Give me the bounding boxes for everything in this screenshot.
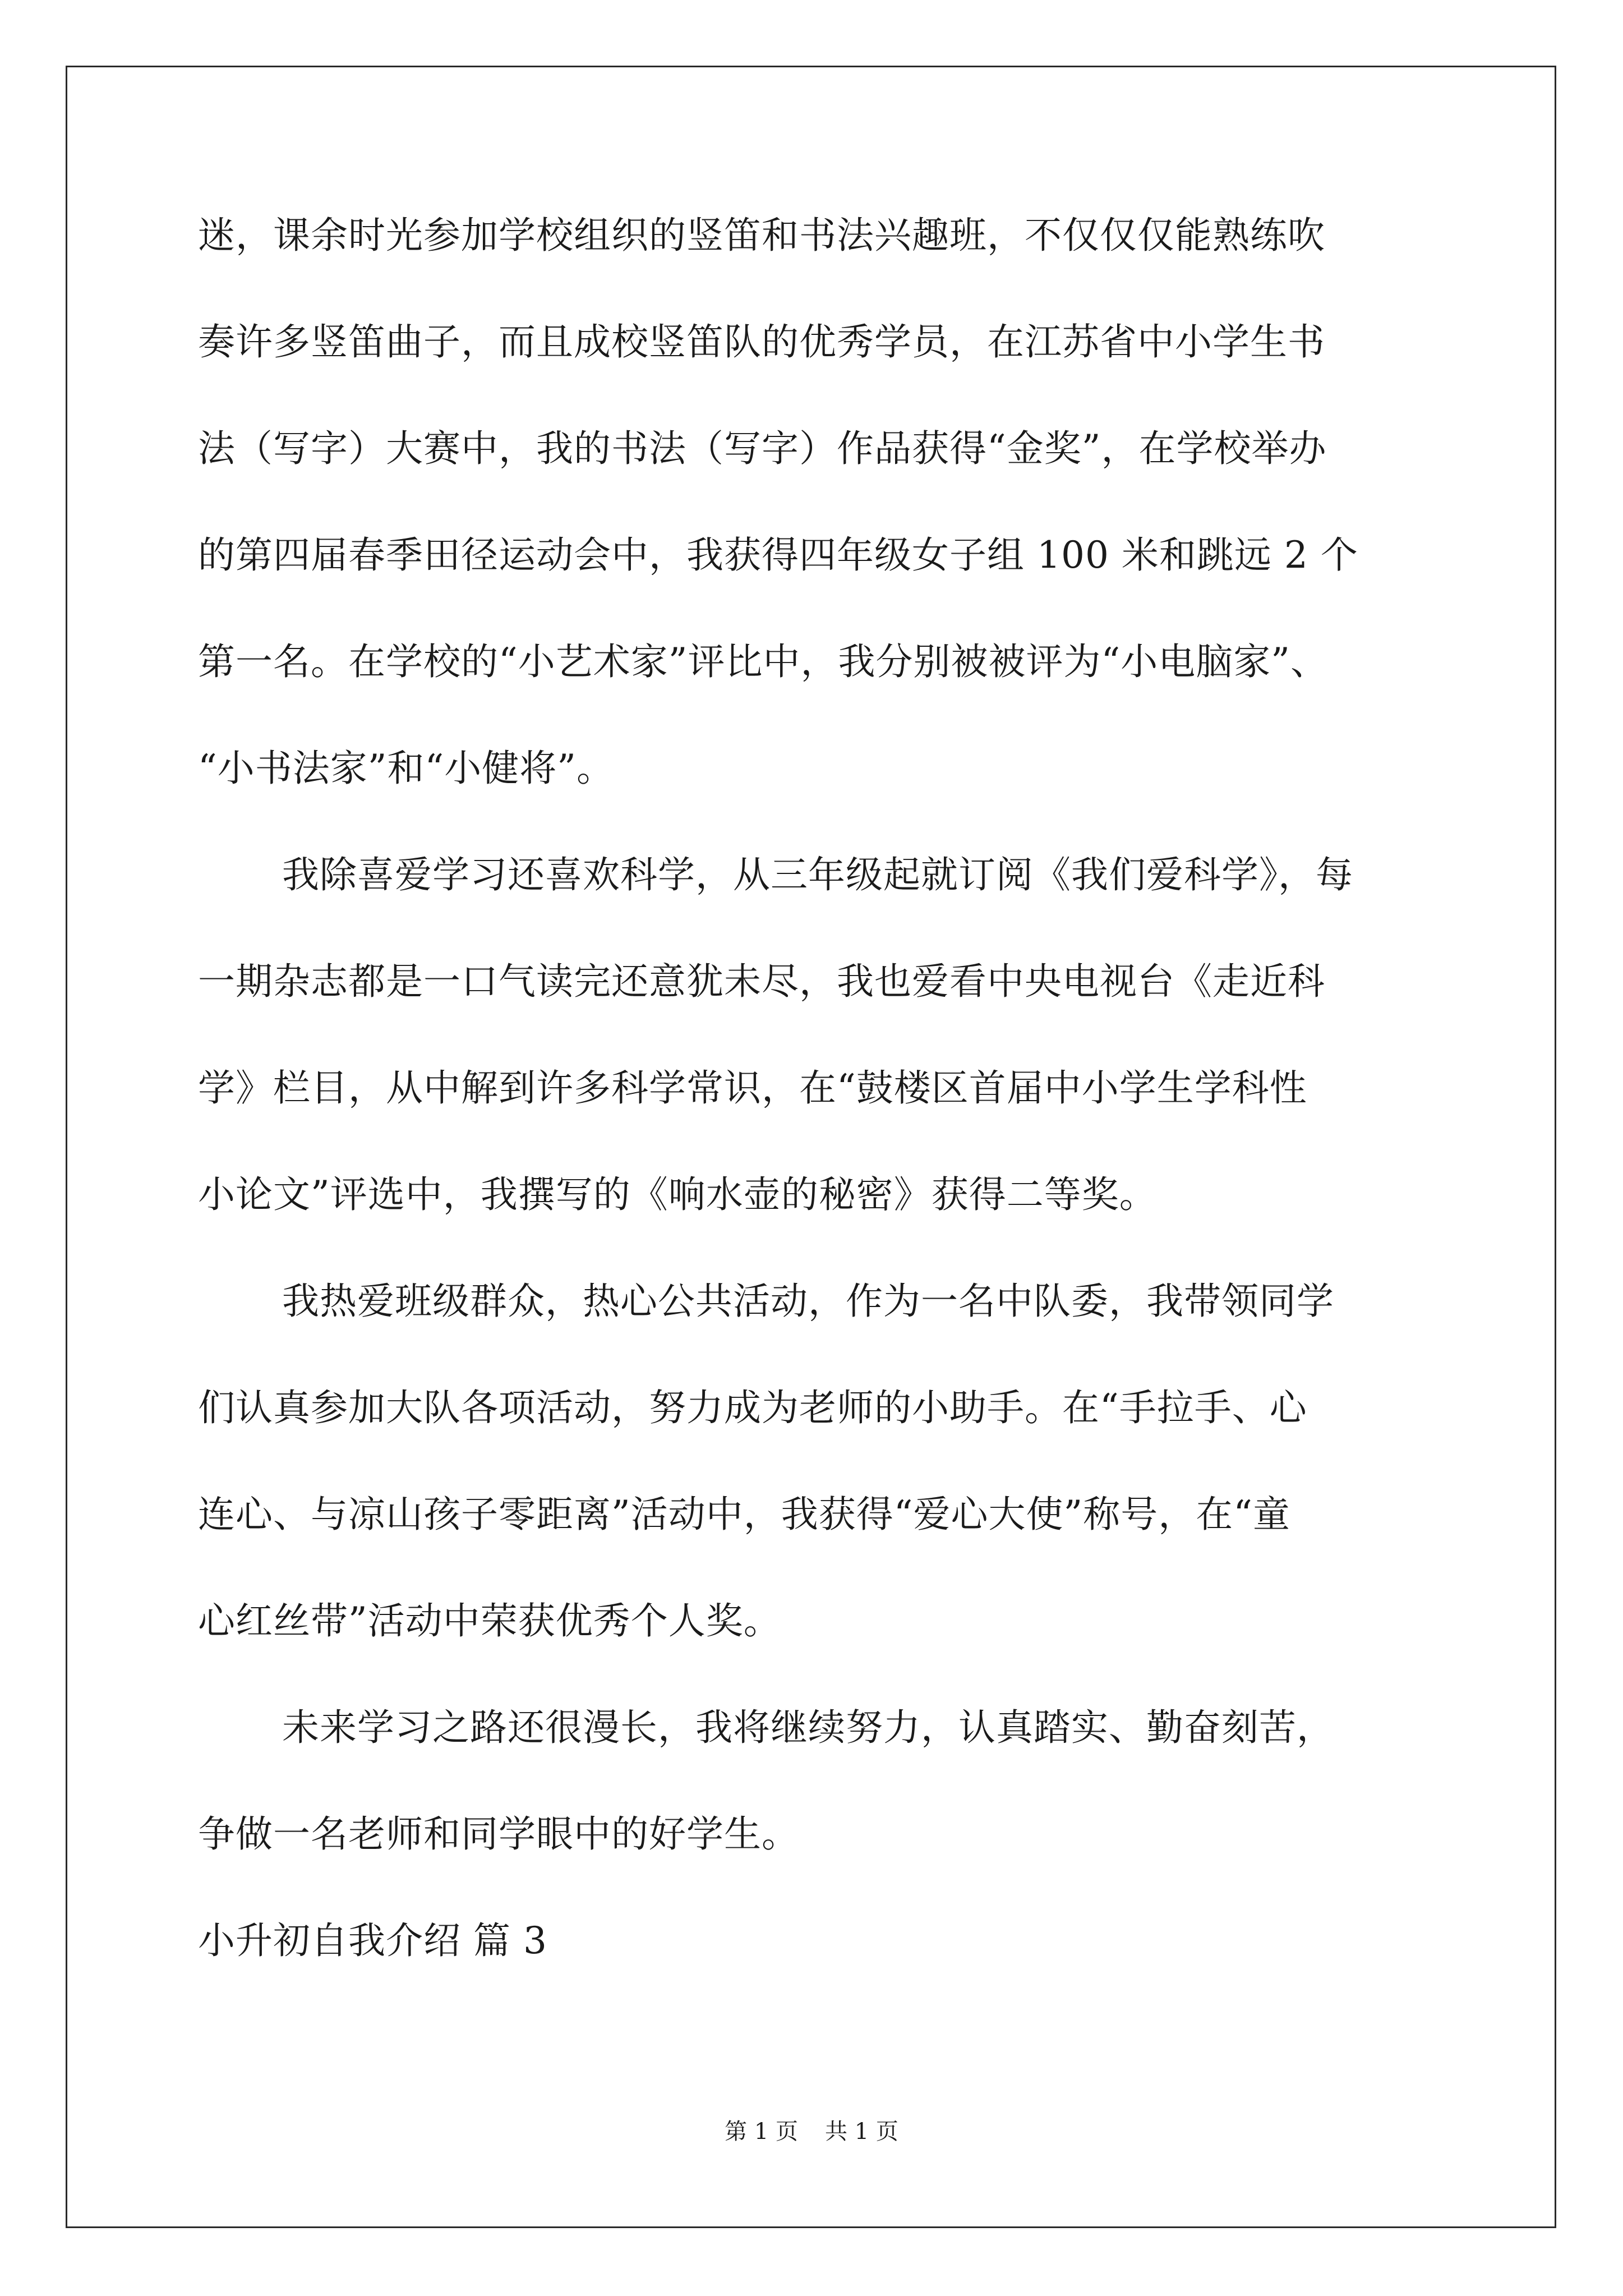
text-line: 的第四届春季田径运动会中，我获得四年级女子组 100 米和跳远 2 个 <box>198 533 1358 577</box>
text-line: 第一名。在学校的“小艺术家”评比中，我分别被被评为“小电脑家”、 <box>198 640 1328 683</box>
text-line: 一期杂志都是一口气读完还意犹未尽，我也爱看中央电视台《走近科 <box>198 960 1325 1003</box>
text-line: 迷，课余时光参加学校组织的竖笛和书法兴趣班，不仅仅仅能熟练吹 <box>198 214 1325 257</box>
text-line: 争做一名老师和同学眼中的好学生。 <box>198 1812 799 1856</box>
page-frame <box>66 66 1556 2228</box>
page-number: 第 1 页 <box>725 2119 798 2145</box>
paragraph-start-line: 我热爱班级群众，热心公共活动，作为一名中队委，我带领同学 <box>282 1280 1334 1323</box>
text-line: 们认真参加大队各项活动，努力成为老师的小助手。在“手拉手、心 <box>198 1386 1307 1429</box>
text-line: 学》栏目，从中解到许多科学常识，在“鼓楼区首届中小学生学科性 <box>198 1066 1307 1110</box>
text-line: “小书法家”和“小健将”。 <box>198 747 614 790</box>
text-line: 连心、与凉山孩子零距离”活动中，我获得“爱心大使”称号，在“童 <box>198 1493 1290 1536</box>
text-line: 奏许多竖笛曲子，而且成校竖笛队的优秀学员，在江苏省中小学生书 <box>198 320 1325 364</box>
page-total: 共 1 页 <box>825 2119 898 2145</box>
text-line: 小论文”评选中，我撰写的《响水壶的秘密》获得二等奖。 <box>198 1173 1157 1216</box>
section-heading: 小升初自我介绍 篇 3 <box>198 1919 547 1962</box>
paragraph-start-line: 我除喜爱学习还喜欢科学，从三年级起就订阅《我们爱科学》，每 <box>282 853 1353 896</box>
text-line: 心红丝带”活动中荣获优秀个人奖。 <box>198 1599 781 1642</box>
text-line: 法（写字）大赛中，我的书法（写字）作品获得“金奖”，在学校举办 <box>198 427 1327 470</box>
page-footer <box>0 2118 1623 2146</box>
paragraph-start-line: 未来学习之路还很漫长，我将继续努力，认真踏实、勤奋刻苦， <box>282 1706 1334 1749</box>
